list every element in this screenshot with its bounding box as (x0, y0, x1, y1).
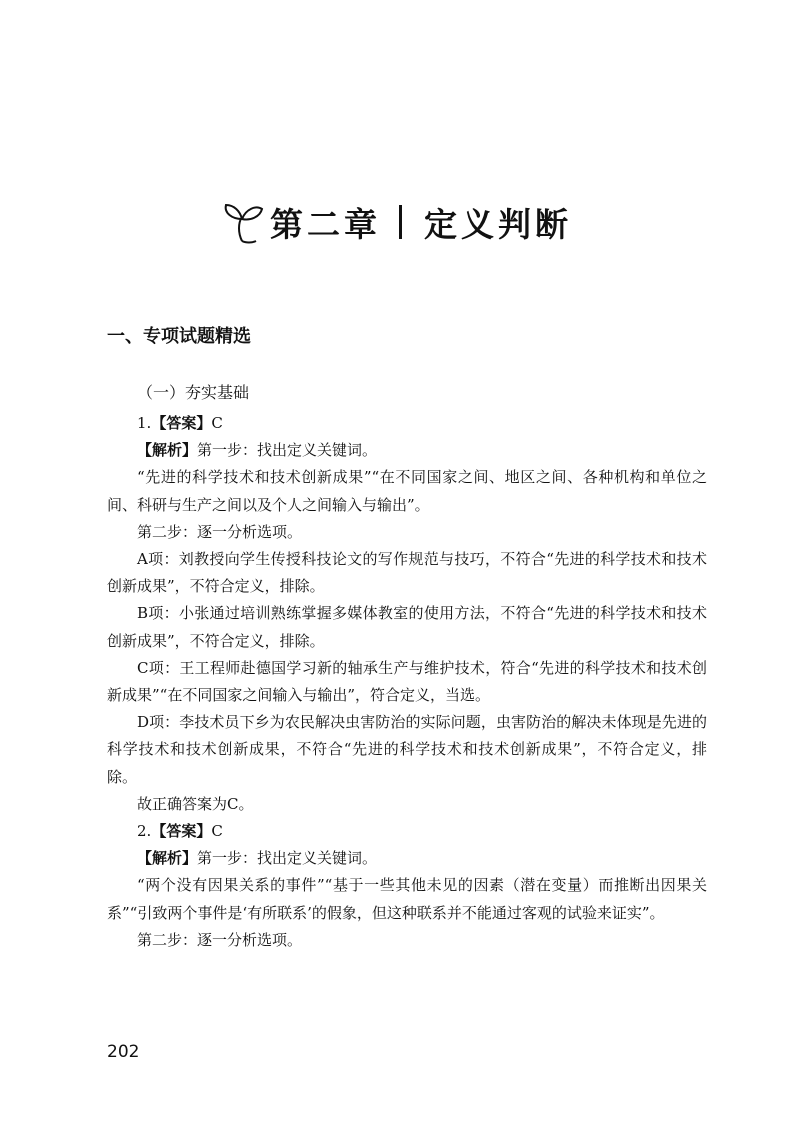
q1-option-b: B项：小张通过培训熟练掌握多媒体教室的使用方法，不符合“先进的科学技术和技术创新成果”，不符合定义，排除。 (107, 604, 707, 650)
q1-analysis-line (107, 437, 707, 464)
q1-number: 1. (137, 414, 152, 432)
q2-step1: 第一步：找出定义关键词。 (197, 849, 378, 868)
q2-number: 2. (137, 822, 152, 841)
chapter-separator (399, 205, 402, 239)
page-number: 202 (107, 1042, 140, 1062)
q1-step1: 第一步：找出定义关键词。 (197, 441, 378, 460)
q1-keywords: “先进的科学技术和技术创新成果”“在不同国家之间、地区之间、各种机构和单位之间、科研与生产之间以及个人之间输入与输出”。 (107, 468, 707, 514)
q2-step2: 第二步：逐一分析选项。 (137, 930, 303, 949)
chapter-title (218, 197, 572, 247)
q1-option-a: A项：刘教授向学生传授科技论文的写作规范与技巧，不符合“先进的科学技术和技术创新成果”，不符合定义，排除。 (107, 550, 707, 596)
subsection-heading: （一）夯实基础 (137, 383, 250, 402)
q1-option-c: C项：王工程师赴德国学习新的轴承生产与维护技术，符合“先进的科学技术和技术创新成果”“在不同国家之间输入与输出”，符合定义，当选。 (107, 658, 707, 705)
q2-analysis-label: 【解析】 (137, 849, 198, 868)
q1-conclusion: 故正确答案为C。 (137, 794, 254, 813)
q2-keywords: “两个没有因果关系的事件”“基于一些其他未见的因素（潜在变量）而推断出因果关系”“引致两个事件是‘有所联系’的假象，但这种联系并不能通过客观的试验来证实”。 (107, 876, 707, 922)
q1-option-d: D项：李技术员下乡为农民解决虫害防治的实际问题，虫害防治的解决未体现是先进的科学技术和技术创新成果，不符合“先进的科学技术和技术创新成果”，不符合定义，排除。 (107, 713, 707, 786)
q2-answer-line (107, 818, 707, 845)
q1-answer-value: C (211, 414, 223, 432)
sprout-icon (218, 197, 268, 247)
q1-answer-label: 【答案】 (151, 414, 212, 432)
q2-answer-value: C (211, 822, 223, 841)
chapter-name: 定义判断 (424, 204, 572, 244)
q1-step2: 第二步：逐一分析选项。 (137, 522, 303, 541)
q2-analysis-line (107, 845, 707, 872)
q1-answer-line (107, 410, 707, 437)
section-heading: 一、专项试题精选 (107, 326, 251, 347)
q1-analysis-label: 【解析】 (137, 441, 198, 460)
chapter-number: 第二章 (270, 204, 381, 244)
body-text (107, 410, 707, 954)
q2-answer-label: 【答案】 (151, 822, 212, 841)
